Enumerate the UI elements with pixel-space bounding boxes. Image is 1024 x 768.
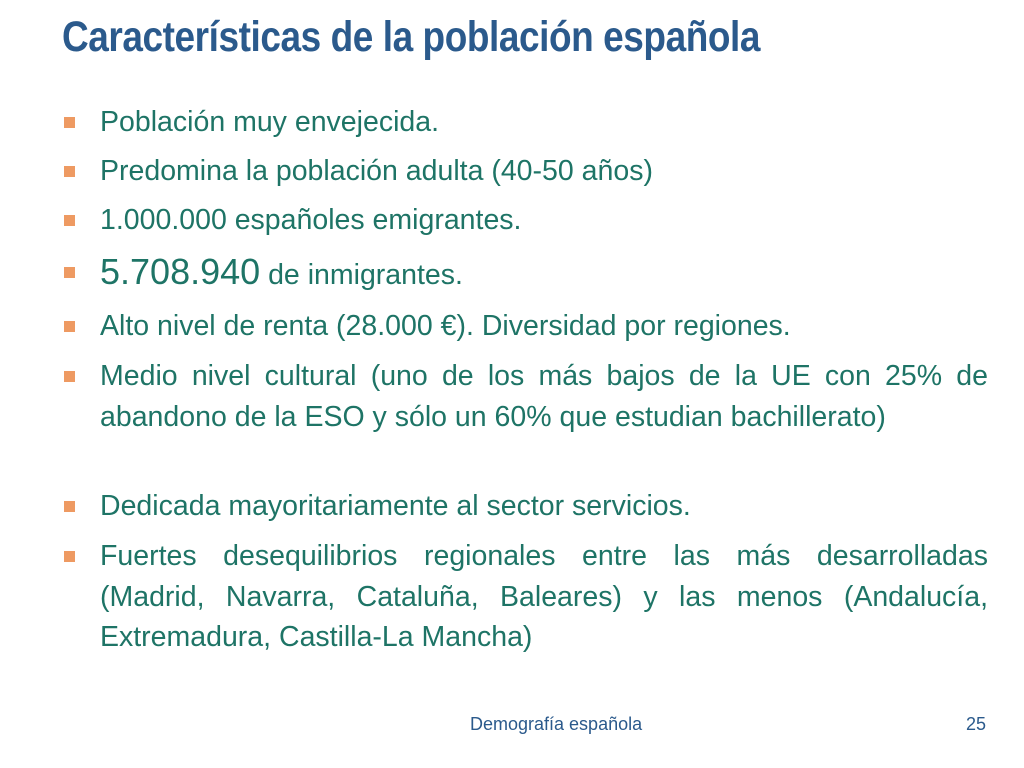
bullet-text: Predomina la población adulta (40-50 años) <box>100 155 653 187</box>
bullet-text: 1.000.000 españoles emigrantes. <box>100 204 522 236</box>
bullet-text: Población muy envejecida. <box>100 106 440 138</box>
bullet-text: Dedicada mayoritariamente al sector servicios. <box>100 490 691 522</box>
bullet-text: Medio nivel cultural (uno de los más bajos de la UE con 25% de abandono de la ESO y sólo un 60% que estudian bachillerato) <box>100 360 988 433</box>
bullet-item-7 <box>100 486 988 527</box>
bullet-text <box>100 252 988 296</box>
square-bullet-icon <box>64 117 75 128</box>
square-bullet-icon <box>64 215 75 226</box>
bullet-item-5 <box>100 306 988 347</box>
bullet-text-suffix: de inmigrantes. <box>260 259 463 291</box>
square-bullet-icon <box>64 551 75 562</box>
bullet-text: Alto nivel de renta (28.000 €). Diversidad por regiones. <box>100 310 791 342</box>
footer-label: Demografía española <box>470 714 643 734</box>
square-bullet-icon <box>64 501 75 512</box>
square-bullet-icon <box>64 371 75 382</box>
square-bullet-icon <box>64 166 75 177</box>
bullet-item-8 <box>100 536 988 658</box>
slide-title: Características de la población española <box>62 13 761 61</box>
immigrant-count: 5.708.940 <box>100 251 261 292</box>
square-bullet-icon <box>64 321 75 332</box>
square-bullet-icon <box>64 267 75 278</box>
bullet-item-3 <box>100 200 988 241</box>
page-number: 25 <box>966 714 987 734</box>
bullet-text: Fuertes desequilibrios regionales entre las más desarrolladas (Madrid, Navarra, Cataluña, Baleares) y las menos (Andalucía, Extremadura, Castilla-La Mancha) <box>100 540 988 653</box>
bullet-item-4 <box>100 252 988 296</box>
bullet-item-2 <box>100 151 988 192</box>
bullet-item-6 <box>100 356 988 437</box>
bullet-item-1 <box>100 102 988 143</box>
